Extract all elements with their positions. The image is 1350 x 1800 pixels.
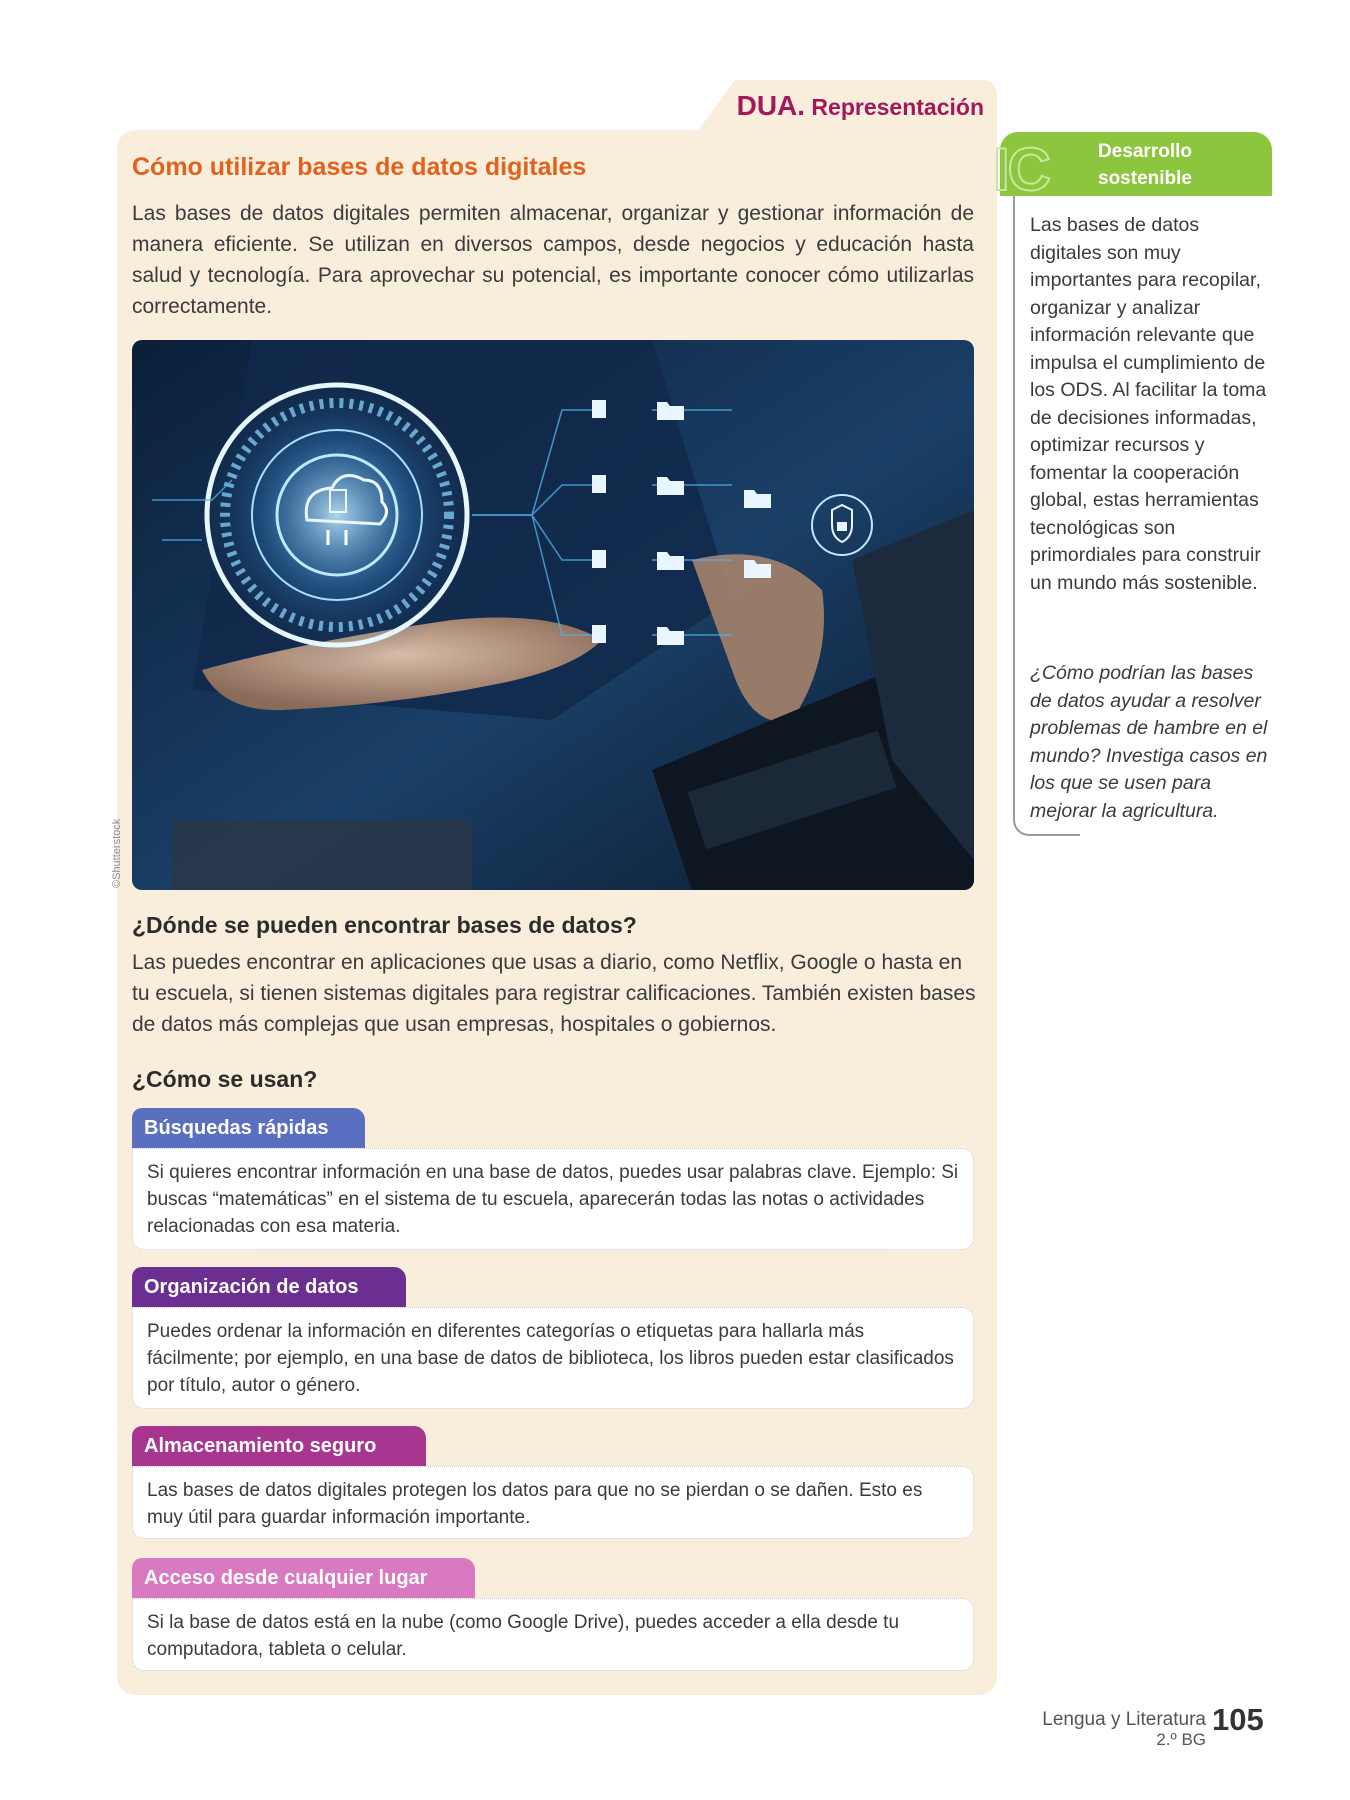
card-tag-data-organization: Organización de datos xyxy=(132,1267,406,1307)
sidebar-question: ¿Cómo podrían las bases de datos ayudar a resolver problemas de hambre en el mundo? Investiga casos en los que se usen para mejorar la agricultura. xyxy=(1030,662,1268,822)
dua-label: DUA. xyxy=(736,90,806,121)
dua-header xyxy=(736,90,984,122)
section-paragraph-where: Las puedes encontrar en aplicaciones que usas a diario, como Netflix, Google o hasta en tu escuela, si tienen sistemas digitales para registrar calificaciones. También existen bases de datos más complejas que usan empresas, hospitales o gobiernos. xyxy=(132,951,976,1036)
card-tag-secure-storage: Almacenamiento seguro xyxy=(132,1426,426,1466)
database-photo xyxy=(132,340,974,890)
sustainable-dev-label: Desarrollo sostenible xyxy=(1098,141,1192,189)
dua-subtitle: Representación xyxy=(805,94,984,120)
sidebar-text: Las bases de datos digitales son muy importantes para recopilar, organizar y analizar información relevante que impulsa el cumplimiento de los ODS. Al facilitar la toma de decisiones informadas, optimizar recursos y fomentar la cooperación global, estas herramientas tecnológicas son primordiales para construir un mundo más sostenible. xyxy=(1030,214,1267,594)
card-secure-storage: Las bases de datos digitales protegen los datos para que no se pierdan o se dañen. Esto es muy útil para guardar información importante. xyxy=(132,1466,974,1539)
page-title: Cómo utilizar bases de datos digitales xyxy=(132,153,587,181)
photo-credit: ©Shutterstock xyxy=(111,818,123,888)
section-heading-how: ¿Cómo se usan? xyxy=(132,1066,318,1092)
footer-grade: 2.º BG xyxy=(1156,1730,1206,1749)
card-tag-quick-search: Búsquedas rápidas xyxy=(132,1108,365,1148)
card-quick-search: Si quieres encontrar información en una base de datos, puedes usar palabras clave. Ejemplo: Si buscas “matemáticas” en el sistema de tu escuela, aparecerán todas las notas o actividades relacionadas con esa materia. xyxy=(132,1148,974,1250)
card-tag-remote-access: Acceso desde cualquier lugar xyxy=(132,1558,475,1598)
page-number: 105 xyxy=(1212,1702,1264,1737)
intro-paragraph: Las bases de datos digitales permiten almacenar, organizar y gestionar información de manera eficiente. Se utilizan en diversos campos, desde negocios y educación hasta salud y tecnología. Para aprovechar su potencial, es importante conocer cómo utilizarlas correctamente. xyxy=(132,202,974,318)
card-data-organization: Puedes ordenar la información en diferentes categorías o etiquetas para hallarla más fácilmente; por ejemplo, en una base de datos de biblioteca, los libros pueden estar clasificados por título, autor o género. xyxy=(132,1307,974,1409)
section-heading-where: ¿Dónde se pueden encontrar bases de datos? xyxy=(132,912,637,938)
ic-logo: IC xyxy=(993,136,1049,203)
footer-subject: Lengua y Literatura xyxy=(1042,1709,1206,1730)
card-remote-access: Si la base de datos está en la nube (como Google Drive), puedes acceder a ella desde tu computadora, tableta o celular. xyxy=(132,1598,974,1671)
